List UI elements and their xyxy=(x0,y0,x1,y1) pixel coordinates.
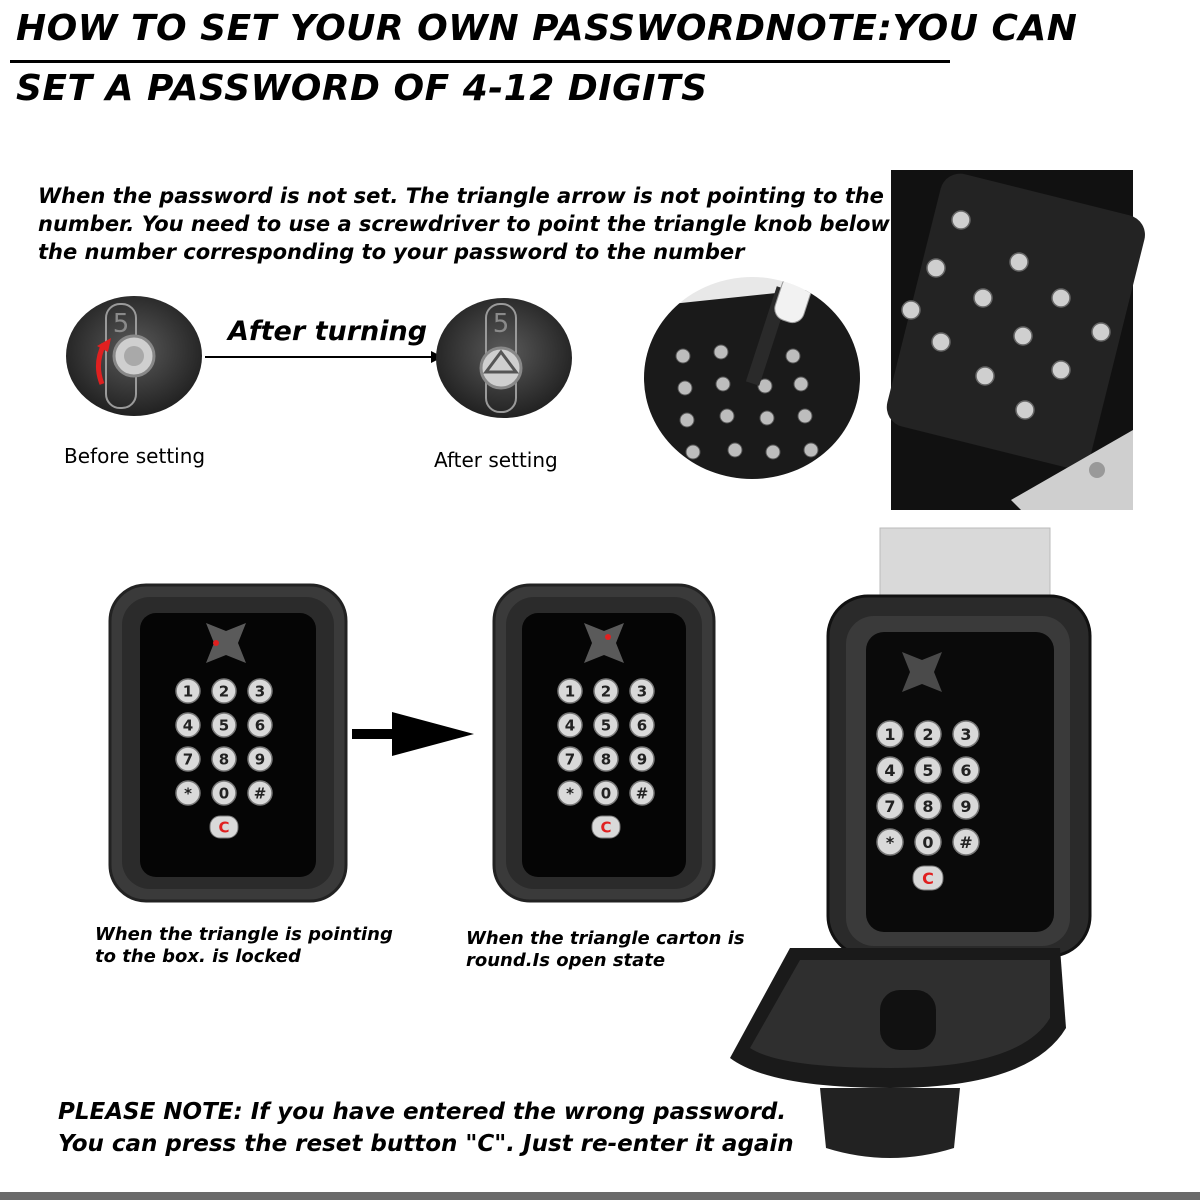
keypad-locked xyxy=(108,583,348,903)
open-caption xyxy=(466,928,806,972)
keypad-key-label: 8 xyxy=(218,750,230,769)
before-setting-caption: Before setting xyxy=(64,444,206,468)
keypad-key-label: 1 xyxy=(182,682,194,701)
keypad-key-label: # xyxy=(253,784,267,803)
keypad-key-label: # xyxy=(959,832,973,852)
keypad-key-label: 0 xyxy=(600,784,612,803)
locked-caption xyxy=(95,924,435,968)
keypad-key-label: 2 xyxy=(218,682,230,701)
right-arrow-icon xyxy=(205,350,445,364)
intro-line: number. You need to use a screwdriver to point the triangle knob below xyxy=(38,212,890,236)
note-line: PLEASE NOTE: If you have entered the wrong password. xyxy=(58,1099,787,1125)
reset-note xyxy=(58,1096,818,1160)
knob-before-photo xyxy=(64,294,204,418)
keypad-key-label: 6 xyxy=(636,716,648,735)
keypad-key-label: 9 xyxy=(254,750,266,769)
reset-key-label: C xyxy=(218,818,230,837)
reset-key-label: C xyxy=(600,818,612,837)
keypad-key-label: 4 xyxy=(564,716,576,735)
screwdriver-photo xyxy=(643,276,861,480)
page-subtitle: SET A PASSWORD OF 4-12 DIGITS xyxy=(16,68,708,109)
locked-caption-line: to the box. is locked xyxy=(95,946,301,967)
keypad-key-label: 3 xyxy=(636,682,648,701)
keypad-key-label: 6 xyxy=(254,716,266,735)
keypad-key-label: 8 xyxy=(922,796,934,816)
knob-after-photo xyxy=(434,296,574,420)
keypad-key-label: # xyxy=(635,784,649,803)
keypad-key-label: 5 xyxy=(218,716,230,735)
keypad-key-label: 6 xyxy=(960,760,972,780)
keypad-key-label: 7 xyxy=(182,750,194,769)
keypad-key-label: 5 xyxy=(922,760,934,780)
keypad-key-label: 5 xyxy=(600,716,612,735)
keypad-key-label: 9 xyxy=(636,750,648,769)
after-setting-caption: After setting xyxy=(434,448,558,472)
keypad-key-label: 0 xyxy=(218,784,230,803)
keypad-key-label: 7 xyxy=(564,750,576,769)
keypad-key-label: 4 xyxy=(884,760,896,780)
page-title: HOW TO SET YOUR OWN PASSWORDNOTE:YOU CAN xyxy=(16,8,1078,49)
keypad-key-label: 3 xyxy=(254,682,266,701)
keypad-key-label: 9 xyxy=(960,796,972,816)
arrow-label: After turning xyxy=(228,316,428,347)
keypad-key-label: * xyxy=(184,784,192,803)
keypad-key-label: * xyxy=(566,784,574,803)
keypad-key-label: 1 xyxy=(564,682,576,701)
intro-text xyxy=(38,182,888,266)
title-underline xyxy=(10,60,950,63)
keypad-key-label: 0 xyxy=(922,832,934,852)
keypad-closeup-photo xyxy=(891,170,1133,510)
dial-number: 5 xyxy=(492,309,510,339)
lockbox-open-photo xyxy=(730,528,1090,1168)
keypad-key-label: 8 xyxy=(600,750,612,769)
open-caption-line: When the triangle carton is xyxy=(466,928,745,949)
keypad-key-label: 3 xyxy=(960,724,972,744)
keypad-key-label: 2 xyxy=(922,724,934,744)
keypad-key-label: 1 xyxy=(884,724,896,744)
right-arrow-icon xyxy=(352,712,474,756)
intro-line: the number corresponding to your password to the number xyxy=(38,240,745,264)
keypad-key-label: * xyxy=(885,832,895,852)
note-line: You can press the reset button "C". Just re-enter it again xyxy=(58,1131,794,1157)
bottom-bar xyxy=(0,1192,1200,1200)
keypad-key-label: 2 xyxy=(600,682,612,701)
keypad-key-label: 7 xyxy=(884,796,896,816)
dial-number: 5 xyxy=(112,309,130,339)
keypad-open xyxy=(492,583,716,903)
open-caption-line: round.Is open state xyxy=(466,950,666,971)
keypad-key-label: 4 xyxy=(182,716,194,735)
locked-caption-line: When the triangle is pointing xyxy=(95,924,393,945)
intro-line: When the password is not set. The triangle arrow is not pointing to the xyxy=(38,184,884,208)
reset-key-label: C xyxy=(922,868,934,888)
